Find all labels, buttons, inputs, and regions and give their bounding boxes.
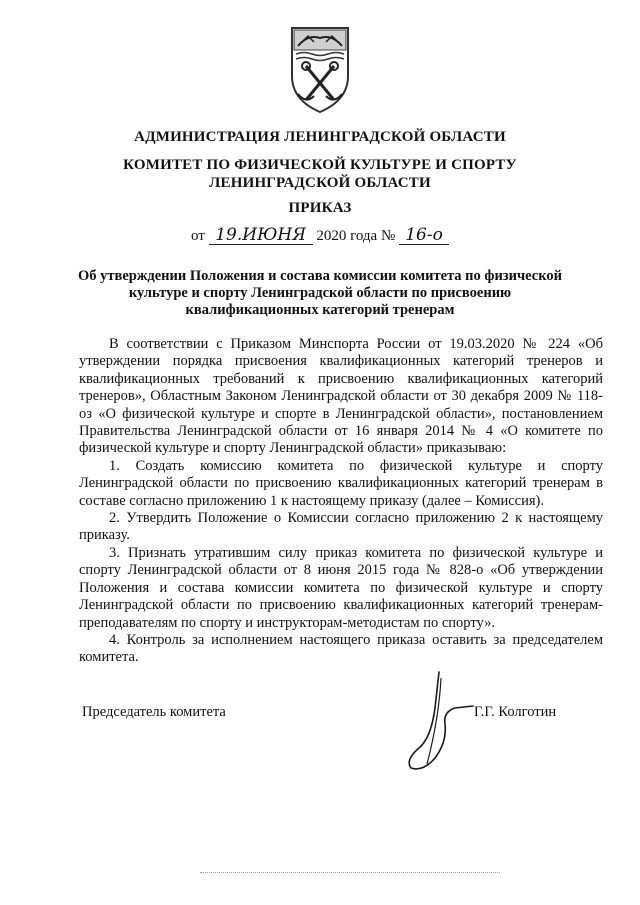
preamble-paragraph: В соответствии с Приказом Минспорта России от 19.03.2020 № 224 «Об утверждении порядка присвоения квалификационных категорий тренеров и квалификационных требований к присвоению квалификационных категорий тренеров», Областным Законом Ленинградской области от 30 декабря 2009 № 118-оз «О физической культуре и спорте в Ленинградской области», постановлением Правительства Ленинградской области от 16 января 2014 № 4 «О комитете по физической культуре и спорту Ленинградской области» приказываю: [79, 336, 603, 457]
clause-3: 3. Признать утратившим силу приказ комитета по физической культуре и спорту Ленинградской области от 8 июня 2015 года № 828-о «Об утверждении Положения и состава комиссии комитета по физической культуре и спорту Ленинградской области по присвоению квалификационных категорий тренерам-преподавателям по спорту и инструкторам-методистам по спорту». [79, 544, 603, 631]
coat-of-arms-icon [288, 24, 352, 116]
date-year-number-label: 2020 года № [316, 228, 396, 244]
committee-title-region: ЛЕНИНГРАДСКОЙ ОБЛАСТИ [209, 175, 431, 191]
handwritten-date: 19.ИЮНЯ [209, 226, 313, 245]
date-line [0, 226, 640, 245]
document-body [79, 336, 603, 667]
signatory-name: Г.Г. Колготин [474, 704, 557, 720]
administration-title: АДМИНИСТРАЦИЯ ЛЕНИНГРАДСКОЙ ОБЛАСТИ [134, 129, 506, 145]
handwritten-number: 16-о [399, 226, 449, 245]
clause-2: 2. Утвердить Положение о Комиссии согласно приложению 2 к настоящему приказу. [79, 510, 603, 544]
clause-4: 4. Контроль за исполнением настоящего приказа оставить за председателем комитета. [79, 631, 603, 666]
footer-divider [200, 872, 500, 873]
signatory-position: Председатель комитета [82, 704, 226, 720]
document-subject: Об утверждении Положения и состава комиссии комитета по физической культуре и спорту Ленинградской области по присвоению квалификационных категорий тренерам [78, 268, 562, 318]
document-type: ПРИКАЗ [288, 200, 352, 216]
committee-title: КОМИТЕТ ПО ФИЗИЧЕСКОЙ КУЛЬТУРЕ И СПОРТУ [123, 157, 517, 173]
clause-1: 1. Создать комиссию комитета по физической культуре и спорту Ленинградской области по присвоению квалификационных категорий тренерам в составе согласно приложению 1 к настоящему приказу (далее – Комиссия). [79, 457, 603, 509]
handwritten-signature [395, 668, 475, 778]
date-prefix: от [190, 228, 205, 244]
